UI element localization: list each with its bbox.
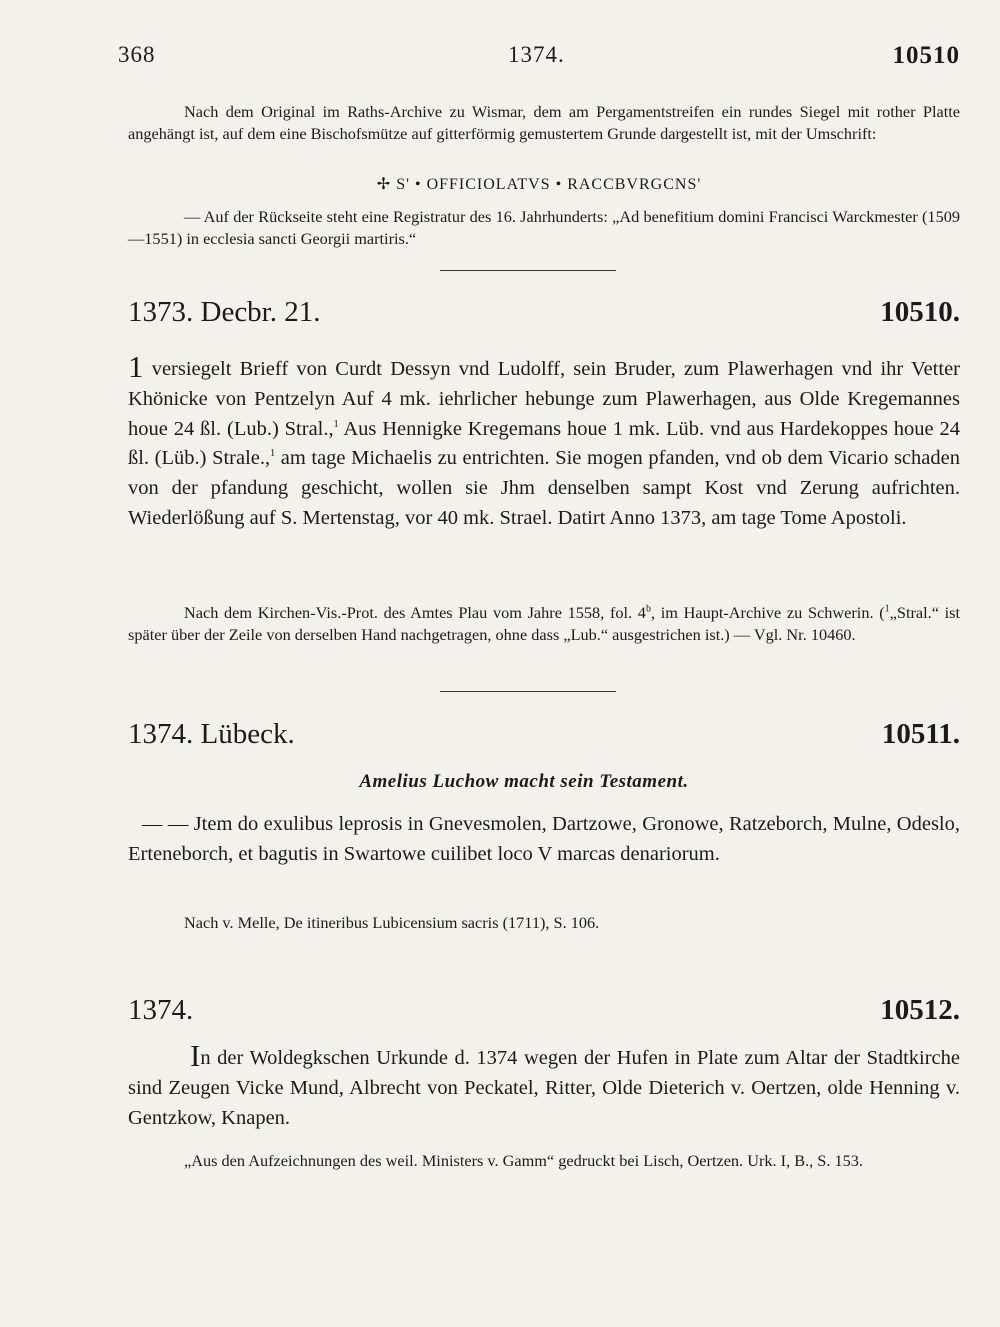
page-number: 368 bbox=[118, 42, 156, 67]
verso-note: — Auf der Rückseite steht eine Registratur des 16. Jahrhunderts: „Ad benefitium domini Francisci Warckmester (1509—1551) in ecclesia sancti Georgii martiris.“ bbox=[128, 207, 960, 248]
note-superscript: 1 bbox=[884, 603, 890, 615]
source-note-10512: „Aus den Aufzeichnungen des weil. Ministers v. Gamm“ gedruckt bei Lisch, Oertzen. Urk. I, B., S. 153. bbox=[184, 1151, 863, 1170]
note-superscript: b bbox=[645, 603, 651, 615]
divider bbox=[440, 270, 616, 271]
divider bbox=[440, 691, 616, 692]
initial-letter: 1 bbox=[128, 349, 144, 384]
entry-number: 10512. bbox=[880, 994, 960, 1026]
note-part: „Stral.“ ist später über der Zeile von derselben Hand nachgetragen, ohne dass „Lub.“ ausgestrichen ist.) — Vgl. Nr. 10460. bbox=[128, 603, 960, 644]
running-doc-number: 10510 bbox=[892, 42, 960, 69]
note-part: Nach dem Kirchen-Vis.-Prot. des Amtes Plau vom Jahre 1558, fol. 4 bbox=[184, 603, 646, 622]
entry-number: 10511. bbox=[881, 718, 960, 750]
body-part: versiegelt Brieff von Curdt Dessyn vnd Ludolff, sein Bruder, zum Plawerhagen vnd ihr Vetter Khönicke von Pentzelyn Auf 4 mk. iehrlicher hebunge zum Plawerhagen, aus Olde Kregemannes houe 24 ßl. (Lub.) Stral., bbox=[128, 358, 960, 440]
source-note-10510 bbox=[128, 602, 960, 645]
entry-date: 1373. Decbr. 21. bbox=[128, 296, 321, 328]
entry-date: 1374. Lübeck. bbox=[128, 718, 295, 750]
running-year: 1374. bbox=[508, 42, 565, 67]
note-part: , im Haupt-Archive zu Schwerin. ( bbox=[650, 603, 885, 622]
body-part: Aus Hennigke Kregemans houe 1 mk. Lüb. vnd aus Hardekoppes houe 24 ßl. (Lüb.) Strale., bbox=[128, 417, 960, 470]
entry-body-10512 bbox=[128, 1040, 960, 1133]
entry-title: Amelius Luchow macht sein Testament. bbox=[359, 771, 689, 792]
footnote-marker: 1 bbox=[333, 418, 339, 430]
entry-body-10510 bbox=[128, 351, 960, 534]
body-part: n der Woldegkschen Urkunde d. 1374 wegen der Hufen in Plate zum Altar der Stadtkirche sind Zeugen Vicke Mund, Albrecht von Peckatel, Ritter, Olde Dieterich v. Oertzen, olde Henning v. Gentzkow, Knapen. bbox=[128, 1047, 960, 1129]
body-part: am tage Michaelis zu entrichten. Sie mogen pfanden, vnd ob dem Vicario schaden von der pfandung geschicht, wollen sie Jhm denselben sampt Kost vnd Zerung aufrichten. Wiederlößung auf S. Mertenstag, vor 40 mk. Strael. Datirt Anno 1373, am tage Tome Apostoli. bbox=[128, 447, 960, 529]
initial-letter: I bbox=[190, 1038, 201, 1073]
entry-date: 1374. bbox=[128, 994, 194, 1026]
entry-number: 10510. bbox=[880, 296, 960, 328]
source-note-10511: Nach v. Melle, De itineribus Lubicensium sacris (1711), S. 106. bbox=[184, 913, 600, 932]
previous-source-note: Nach dem Original im Raths-Archive zu Wismar, dem am Pergamentstreifen ein rundes Siegel mit rother Platte angehängt ist, auf dem eine Bischofsmütze auf gitterförmig gemustertem Grunde dargestellt ist, mit der Umschrift: bbox=[128, 102, 960, 143]
entry-body-10511: — — Jtem do exulibus leprosis in Gnevesmolen, Dartzowe, Gronowe, Ratzeborch, Mulne, Odeslo, Erteneborch, et bagutis in Swartowe cuilibet loco V marcas denariorum. bbox=[128, 813, 960, 865]
seal-inscription: ✢ S' • OFFICIOLATVS • RACCBVRGCNS' bbox=[376, 176, 702, 193]
footnote-marker: 1 bbox=[270, 448, 276, 460]
